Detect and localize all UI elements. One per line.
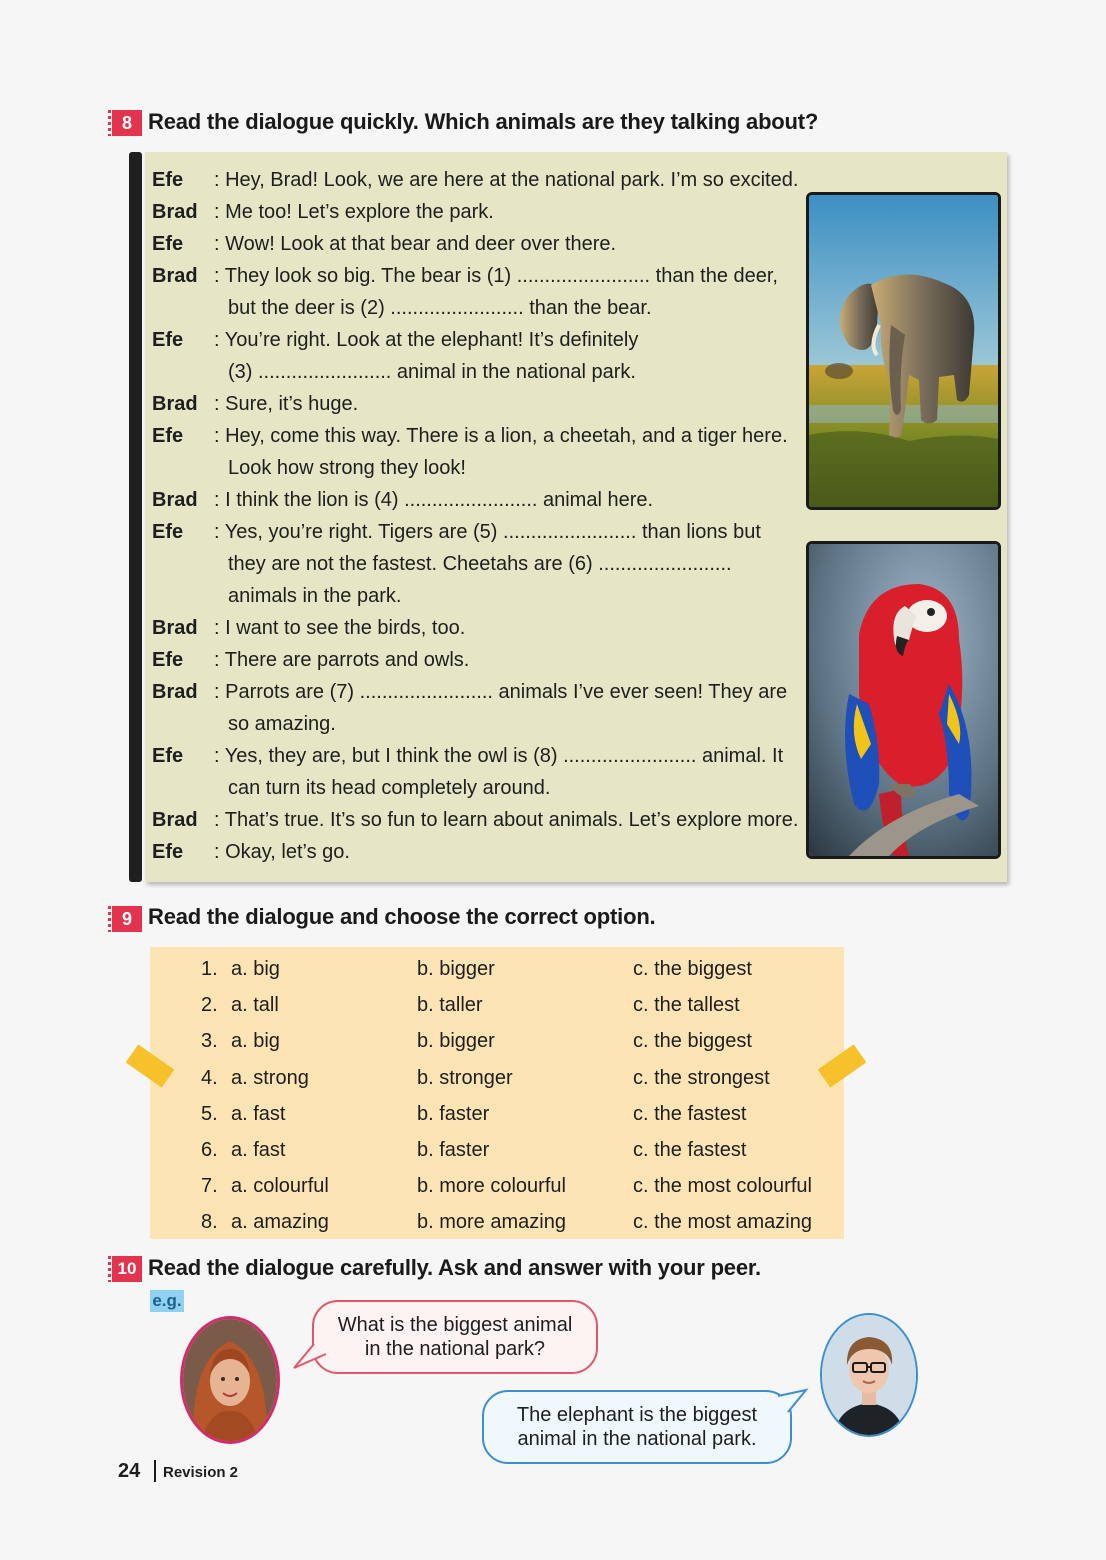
option-row xyxy=(150,1096,844,1132)
option-a[interactable]: a. fast xyxy=(231,1102,286,1125)
girl-avatar xyxy=(180,1316,280,1444)
exercise-8-title: Read the dialogue quickly. Which animals are they talking about? xyxy=(148,109,819,134)
speaker-name: Brad xyxy=(152,201,198,223)
option-number: 5. xyxy=(201,1102,218,1125)
dialogue-continuation: they are not the fastest. Cheetahs are (6) ........................ xyxy=(228,553,732,575)
option-row xyxy=(150,1132,844,1168)
dialogue-text: : Wow! Look at that bear and deer over there. xyxy=(214,233,617,255)
options-box xyxy=(150,947,844,1239)
speaker-name: Brad xyxy=(152,489,198,511)
option-row xyxy=(150,951,844,987)
speaker-name: Brad xyxy=(152,809,198,831)
option-number: 6. xyxy=(201,1139,218,1161)
option-row xyxy=(150,1204,844,1240)
dialogue-continuation: animals in the park. xyxy=(228,585,402,607)
option-row xyxy=(150,1060,844,1096)
question-line-1: What is the biggest animal xyxy=(337,1314,573,1336)
option-a[interactable]: a. big xyxy=(231,1030,280,1053)
dialogue-text: : Yes, they are, but I think the owl is (8) ........................ animal. It xyxy=(214,745,784,767)
eg-label: e.g. xyxy=(150,1290,184,1312)
option-a[interactable]: a. big xyxy=(231,958,280,980)
dialogue-text: : I want to see the birds, too. xyxy=(214,617,466,639)
option-a[interactable]: a. fast xyxy=(231,1139,286,1161)
option-b[interactable]: b. bigger xyxy=(417,958,495,980)
dialogue-side-bar xyxy=(129,152,142,882)
speaker-name: Efe xyxy=(152,425,184,447)
question-line-2: in the national park? xyxy=(364,1338,546,1360)
elephant-image xyxy=(809,195,998,507)
answer-bubble xyxy=(482,1390,792,1464)
dialogue-continuation: but the deer is (2) ........................ than the bear. xyxy=(228,297,652,319)
option-number: 8. xyxy=(201,1211,218,1234)
option-c[interactable]: c. the fastest xyxy=(633,1102,747,1125)
speaker-name: Efe xyxy=(152,329,184,351)
option-number: 1. xyxy=(201,958,218,980)
option-c[interactable]: c. the tallest xyxy=(633,994,740,1017)
option-b[interactable]: b. faster xyxy=(417,1102,490,1125)
speaker-name: Brad xyxy=(152,393,198,415)
exercise-10-title: Read the dialogue carefully. Ask and answer with your peer. xyxy=(148,1255,761,1280)
option-c[interactable]: c. the biggest xyxy=(633,958,752,980)
boy-image xyxy=(822,1315,916,1435)
speaker-name: Efe xyxy=(152,233,184,255)
dialogue-continuation: (3) ........................ animal in the national park. xyxy=(228,361,636,383)
option-b[interactable]: b. more amazing xyxy=(417,1211,566,1234)
exercise-9-badge: 9 xyxy=(112,906,142,932)
footer-section: Revision 2 xyxy=(163,1464,239,1481)
speaker-name: Efe xyxy=(152,745,184,767)
question-bubble xyxy=(312,1300,598,1374)
speaker-name: Efe xyxy=(152,841,184,863)
exercise-10-badge: 10 xyxy=(112,1256,142,1282)
option-row xyxy=(150,1168,844,1204)
speaker-name: Efe xyxy=(152,649,184,671)
elephant-photo xyxy=(806,192,1001,510)
dialogue-text: : Sure, it’s huge. xyxy=(214,393,359,415)
option-c[interactable]: c. the most amazing xyxy=(633,1211,812,1234)
option-c[interactable]: c. the strongest xyxy=(633,1066,770,1089)
dialogue-text: : That’s true. It’s so fun to learn about animals. Let’s explore more. xyxy=(214,809,799,831)
dialogue-text: : You’re right. Look at the elephant! It’s definitely xyxy=(214,329,639,351)
answer-bubble-tail xyxy=(770,1388,810,1418)
dialogue-text: : Parrots are (7) ........................ animals I’ve ever seen! They are xyxy=(214,681,788,703)
option-a[interactable]: a. tall xyxy=(231,994,279,1017)
exercise-9-title: Read the dialogue and choose the correct option. xyxy=(148,904,656,929)
answer-line-2: animal in the national park. xyxy=(517,1428,757,1450)
girl-image xyxy=(183,1319,277,1441)
footer-divider xyxy=(154,1460,156,1482)
option-c[interactable]: c. the fastest xyxy=(633,1139,747,1161)
option-b[interactable]: b. more colourful xyxy=(417,1175,566,1198)
option-number: 2. xyxy=(201,994,218,1017)
option-b[interactable]: b. taller xyxy=(417,994,483,1017)
dialogue-text: : Okay, let’s go. xyxy=(214,841,350,863)
dialogue-text: : There are parrots and owls. xyxy=(214,649,470,671)
parrot-photo xyxy=(806,541,1001,859)
speaker-name: Brad xyxy=(152,681,198,703)
option-a[interactable]: a. colourful xyxy=(231,1175,329,1198)
option-c[interactable]: c. the biggest xyxy=(633,1030,752,1053)
answer-line-1: The elephant is the biggest xyxy=(516,1404,758,1426)
dialogue-text: : They look so big. The bear is (1) ........................ than the deer, xyxy=(214,265,778,287)
parrot-image xyxy=(809,544,998,856)
option-b[interactable]: b. stronger xyxy=(417,1066,513,1089)
dialogue-text: : Hey, come this way. There is a lion, a cheetah, and a tiger here. xyxy=(214,425,788,447)
dialogue-text: : Hey, Brad! Look, we are here at the national park. I’m so excited. xyxy=(214,169,799,191)
speaker-name: Efe xyxy=(152,521,184,543)
speaker-name: Brad xyxy=(152,265,198,287)
dialogue-continuation: Look how strong they look! xyxy=(228,457,466,479)
option-number: 4. xyxy=(201,1066,218,1089)
dialogue-text: : Me too! Let’s explore the park. xyxy=(214,201,494,223)
dialogue-text: : I think the lion is (4) ........................ animal here. xyxy=(214,489,654,511)
exercise-8-badge: 8 xyxy=(112,110,142,136)
option-a[interactable]: a. amazing xyxy=(231,1211,329,1234)
dialogue-continuation: can turn its head completely around. xyxy=(228,777,551,799)
dialogue-text: : Yes, you’re right. Tigers are (5) ........................ than lions but xyxy=(214,521,761,543)
option-number: 3. xyxy=(201,1030,218,1053)
option-row xyxy=(150,987,844,1023)
speaker-name: Efe xyxy=(152,169,184,191)
option-a[interactable]: a. strong xyxy=(231,1066,309,1089)
option-b[interactable]: b. bigger xyxy=(417,1030,495,1053)
speaker-name: Brad xyxy=(152,617,198,639)
question-bubble-tail xyxy=(292,1342,332,1372)
option-b[interactable]: b. faster xyxy=(417,1139,490,1161)
dialogue-continuation: so amazing. xyxy=(228,713,336,735)
option-number: 7. xyxy=(201,1175,218,1198)
option-row xyxy=(150,1023,844,1059)
boy-avatar xyxy=(820,1313,918,1437)
page-number: 24 xyxy=(118,1460,141,1482)
option-c[interactable]: c. the most colourful xyxy=(633,1175,812,1198)
